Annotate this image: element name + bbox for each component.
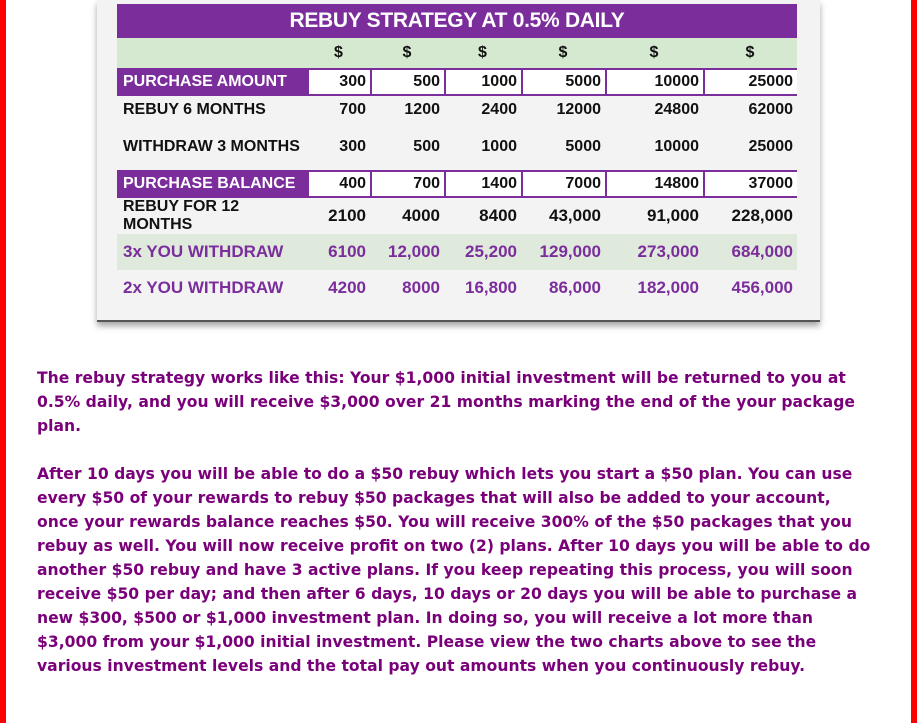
table-cell: 700 xyxy=(370,172,444,196)
table-cell: 129,000 xyxy=(539,242,601,261)
row-label: WITHDRAW 3 MONTHS xyxy=(123,138,300,155)
row-label: 3x YOU WITHDRAW xyxy=(123,242,284,261)
table-row-purchase-amount xyxy=(117,68,797,96)
table-cell: 7000 xyxy=(521,172,605,196)
table-cell: 6100 xyxy=(328,242,366,261)
table-cell: 12000 xyxy=(556,101,601,118)
currency-cell: $ xyxy=(402,44,412,61)
table-cell: 400 xyxy=(307,172,370,196)
table-cell: 456,000 xyxy=(731,278,793,297)
currency-row xyxy=(117,38,797,68)
table-cell: 273,000 xyxy=(637,242,699,261)
table-cell: 1200 xyxy=(404,101,440,118)
table-cell: 1400 xyxy=(444,172,521,196)
table-cell: 300 xyxy=(339,138,366,155)
red-frame-left xyxy=(0,0,6,723)
table-cell: 2400 xyxy=(481,101,517,118)
table-cell: 1000 xyxy=(481,138,517,155)
table-cell: 14800 xyxy=(605,172,703,196)
table-cell: 500 xyxy=(370,70,444,94)
table-row-purchase-balance xyxy=(117,170,797,198)
table-cell: 684,000 xyxy=(731,242,793,261)
table-cell: 182,000 xyxy=(637,278,699,297)
table-cell: 25000 xyxy=(748,138,793,155)
table-cell: 4000 xyxy=(402,206,440,225)
rebuy-strategy-table-image xyxy=(97,0,820,322)
table-cell: 10000 xyxy=(605,70,703,94)
row-label: PURCHASE BALANCE xyxy=(123,175,296,192)
table-row-withdraw-3-months xyxy=(117,132,797,162)
table-cell: 2100 xyxy=(328,206,366,225)
table-cell: 500 xyxy=(413,138,440,155)
currency-cell: $ xyxy=(334,44,343,61)
body-text xyxy=(37,366,877,702)
table-cell: 37000 xyxy=(703,172,797,196)
paragraph-rebuy-strategy: The rebuy strategy works like this: Your $1,000 initial investment will be returned to you at 0.5% daily, and you will receive $3,000 over 21 months marking the end of the your package plan. xyxy=(37,369,855,435)
row-label: REBUY FOR 12 MONTHS xyxy=(123,198,240,233)
table-cell: 1000 xyxy=(444,70,521,94)
table-cell: 25,200 xyxy=(465,242,517,261)
rebuy-strategy-table xyxy=(117,4,797,306)
currency-cell: $ xyxy=(558,44,568,61)
table-row-rebuy-6-months xyxy=(117,96,797,124)
table-cell: 4200 xyxy=(328,278,366,297)
table-cell: 91,000 xyxy=(647,206,699,225)
row-label: PURCHASE AMOUNT xyxy=(123,73,287,90)
table-cell: 12,000 xyxy=(388,242,440,261)
table-row-2x-withdraw xyxy=(117,270,797,306)
table-cell: 16,800 xyxy=(465,278,517,297)
table-cell: 24800 xyxy=(654,101,699,118)
currency-cell: $ xyxy=(649,44,659,61)
table-cell: 86,000 xyxy=(549,278,601,297)
red-frame-right xyxy=(911,0,917,723)
table-cell: 228,000 xyxy=(731,206,793,225)
row-label: 2x YOU WITHDRAW xyxy=(123,278,284,297)
table-cell: 5000 xyxy=(521,70,605,94)
table-cell: 5000 xyxy=(565,138,601,155)
table-cell: 8000 xyxy=(402,278,440,297)
table-cell: 700 xyxy=(339,101,366,118)
table-row-rebuy-12-months xyxy=(117,198,797,234)
table-cell: 10000 xyxy=(654,138,699,155)
currency-cell: $ xyxy=(478,44,487,61)
table-cell: 62000 xyxy=(748,101,793,118)
table-cell: 8400 xyxy=(479,206,517,225)
row-label: REBUY 6 MONTHS xyxy=(123,101,266,118)
table-row-3x-withdraw xyxy=(117,234,797,270)
currency-cell: $ xyxy=(745,44,755,61)
table-title: REBUY STRATEGY AT 0.5% DAILY xyxy=(117,4,797,38)
table-cell: 25000 xyxy=(703,70,797,94)
table-cell: 300 xyxy=(307,70,370,94)
table-cell: 43,000 xyxy=(549,206,601,225)
paragraph-rebuy-process: After 10 days you will be able to do a $50 rebuy which lets you start a $50 plan. You can use every $50 of your rewards to rebuy $50 packages that will also be added to your account, once your rewards balance reaches $50. You will receive 300% of the $50 packages that you rebuy as well. You will now receive profit on two (2) plans. After 10 days you will be able to do another $50 rebuy and have 3 active plans. If you keep repeating this process, you will soon receive $50 per day; and then after 6 days, 10 days or 20 days you will be able to purchase a new $300, $500 or $1,000 investment plan. In doing so, you will receive a lot more than $3,000 from your $1,000 initial investment. Please view the two charts above to see the various investment levels and the total pay out amounts when you continuously rebuy. xyxy=(37,465,871,675)
